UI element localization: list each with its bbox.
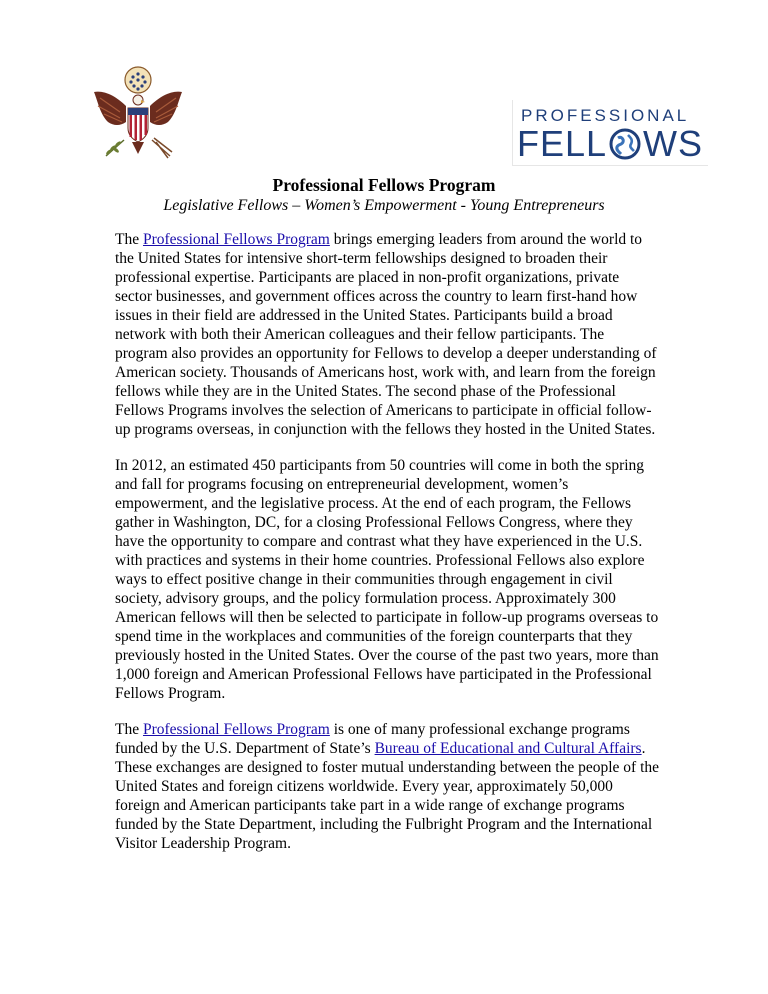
paragraph-exchange-text-2: . These exchanges are designed to foster mutual understanding between the people of the United States and foreign citizens worldwide. Every year, approximately 50,000 foreign and American participants take part in a wide range of exchange programs funded by the State Department, including the Fulbright Program and the International Visitor Leadership Program. — [115, 740, 660, 852]
paragraph-exchange-text-1: is one of many professional exchange programs funded by the U.S. Department of State’s — [115, 721, 630, 757]
paragraph-exchange-lead: The — [115, 721, 143, 738]
paragraph-intro-lead: The — [115, 231, 143, 248]
eagle-seal-icon — [86, 62, 190, 166]
paragraph-intro — [115, 230, 660, 439]
page-subtitle: Legislative Fellows – Women’s Empowerment - Young Entrepreneurs — [163, 197, 605, 214]
logo-line-professional: PROFESSIONAL — [521, 106, 690, 125]
logo-text-fell: FELL — [517, 123, 608, 164]
logo-text-ws: WS — [643, 123, 704, 164]
professional-fellows-logo — [512, 100, 708, 166]
document-body — [115, 230, 660, 870]
us-seal-emblem — [86, 62, 190, 166]
paragraph-intro-text: brings emerging leaders from around the world to the United States for intensive short-term fellowships designed to broaden their professional expertise. Participants are placed in non-profit organizations, private sector businesses, and government offices across the country to learn first-hand how issues in their field are addressed in the United States. Participants build a broad network with both their American colleagues and their fellow participants. The program also provides an opportunity for Fellows to develop a deeper understanding of American society. Thousands of Americans host, work with, and learn from the foreign fellows while they are in the United States. The second phase of the Professional Fellows Programs involves the selection of Americans to participate in official follow-up programs overseas, in conjunction with the fellows they hosted in the United States. — [115, 231, 657, 438]
globe-icon — [608, 127, 642, 161]
paragraph-2012: In 2012, an estimated 450 participants from 50 countries will come in both the spring and fall for programs focusing on entrepreneurial development, women’s empowerment, and the legislative process. At the end of each program, the Fellows gather in Washington, DC, for a closing Professional Fellows Congress, where they have the opportunity to compare and contrast what they have experienced in the U.S. with practices and systems in their home countries. Professional Fellows also explore ways to effect positive change in their communities through engagement in civil society, advisory groups, and the policy formulation process. Approximately 300 American fellows will then be selected to participate in follow-up programs overseas to spend time in the workplaces and communities of the foreign counterparts that they previously hosted in the United States. Over the course of the past two years, more than 1,000 foreign and American Professional Fellows have participated in the Professional Fellows Program. — [115, 457, 659, 702]
logo-line-fellows — [517, 124, 703, 164]
professional-fellows-program-link[interactable]: Professional Fellows Program — [142, 231, 330, 248]
bureau-educational-cultural-affairs-link[interactable]: Bureau of Educational and Cultural Affairs — [374, 740, 642, 757]
paragraph-exchange-programs — [115, 720, 660, 853]
page-title: Professional Fellows Program — [272, 175, 496, 195]
professional-fellows-program-link-2[interactable]: Professional Fellows Program — [142, 721, 330, 738]
